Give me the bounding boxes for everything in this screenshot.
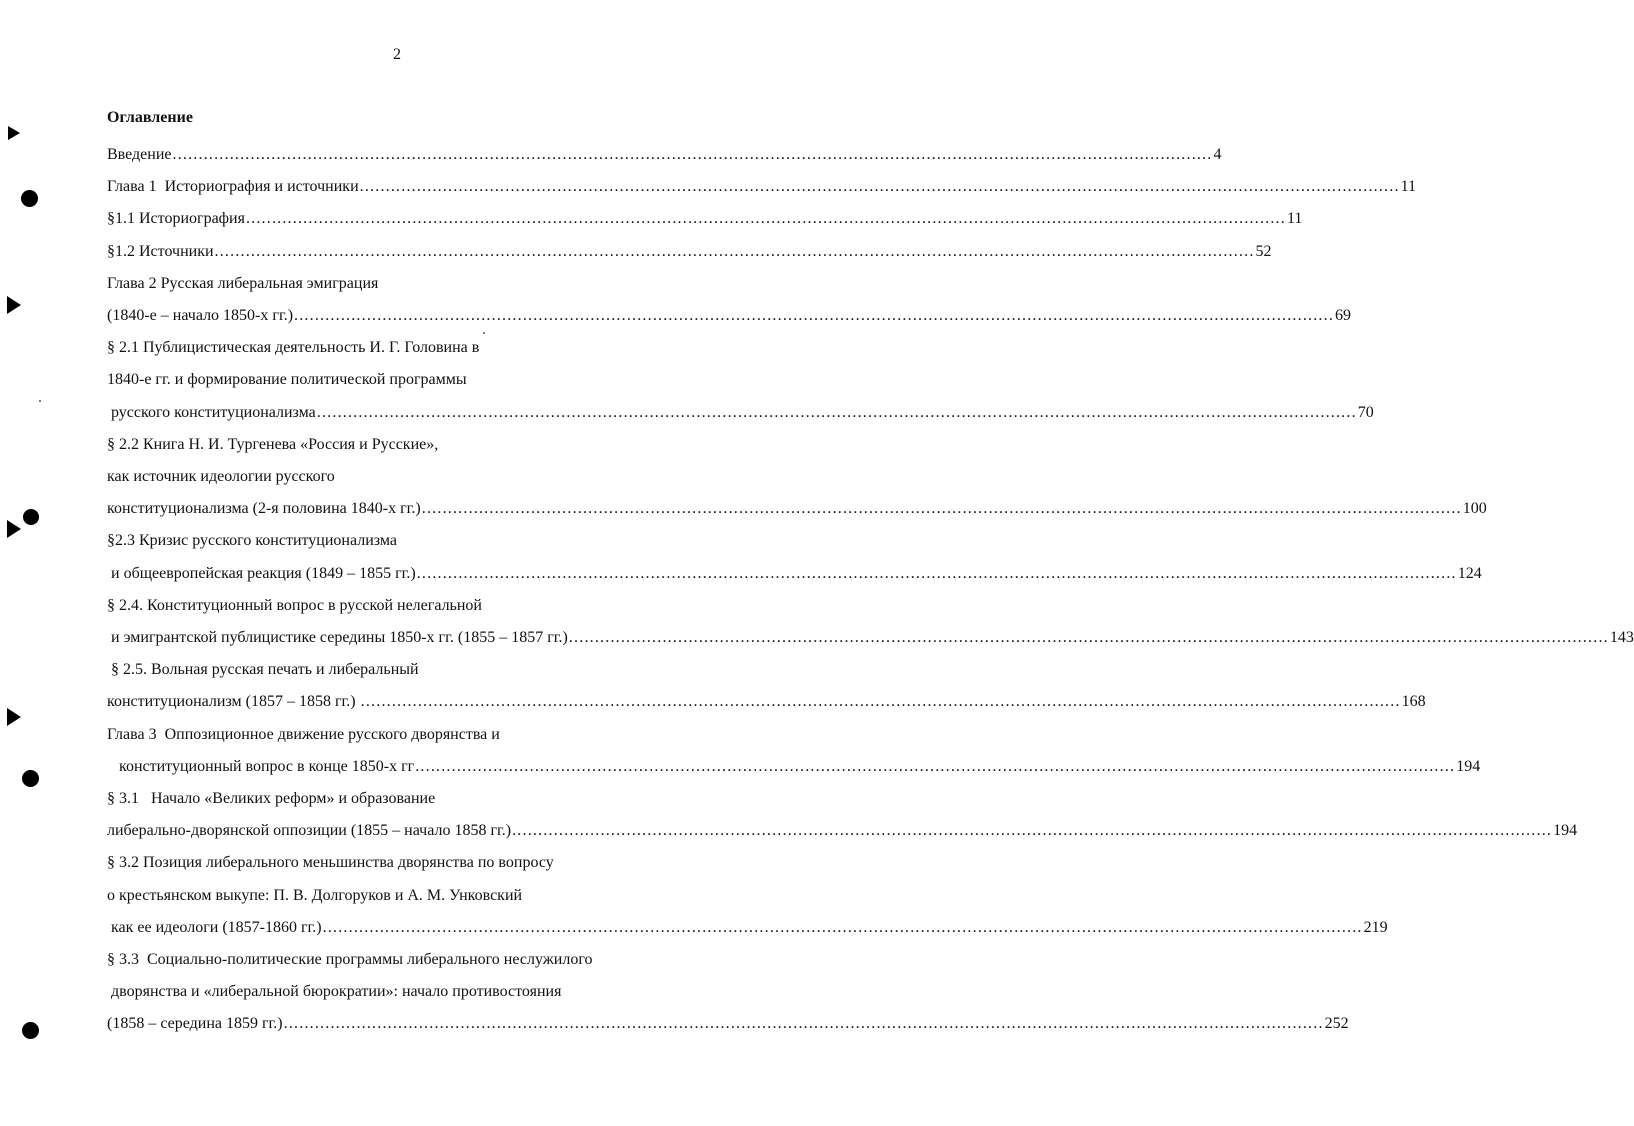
toc-page-number: 219 (1363, 918, 1388, 936)
toc-line (107, 596, 730, 616)
toc-line (107, 274, 730, 294)
toc-line (107, 306, 1352, 326)
toc-line-text: дворянства и «либеральной бюрократии»: начало противостояния (107, 983, 562, 1001)
toc-line-text: Введение (107, 146, 172, 163)
toc-line-text: § 2.2 Книга Н. И. Тургенева «Россия и Русские», (107, 435, 439, 453)
toc-dot-leader: ........................................................................................................................................................................................................ (416, 564, 1457, 582)
toc-line (107, 950, 730, 970)
toc-page-number: 194 (1456, 757, 1481, 775)
toc-dot-leader: ........................................................................................................................................................................................................ (360, 693, 1401, 711)
toc-dot-leader: ........................................................................................................................................................................................................ (245, 210, 1286, 228)
scan-mark-triangle (7, 296, 21, 314)
toc-line (107, 209, 1303, 229)
toc-dot-leader: ........................................................................................................................................................................................................ (172, 146, 1213, 163)
toc-line (107, 338, 730, 358)
toc-line (107, 982, 730, 1002)
toc-line (107, 403, 1374, 423)
toc-page-number: 69 (1335, 307, 1352, 324)
toc-line-text: §1.2 Источники (107, 242, 214, 260)
scan-mark-dot (22, 1022, 39, 1039)
toc-line (107, 499, 1487, 519)
toc-dot-leader: ........................................................................................................................................................................................................ (421, 500, 1462, 518)
toc-line (107, 757, 1481, 777)
toc-page-number: 11 (1400, 178, 1417, 196)
toc-line (107, 725, 730, 745)
toc-line-text: русского конституционализма (107, 403, 316, 421)
toc-line (107, 853, 730, 873)
scan-mark-dot (21, 190, 38, 207)
toc-line (107, 531, 730, 551)
page-number: 2 (393, 46, 401, 63)
toc-line (107, 242, 1272, 262)
toc-line (107, 1014, 1349, 1034)
toc-page-number: 143 (1609, 629, 1634, 646)
toc-line-text: и эмигрантской публицистике середины 1850-х гг. (1855 – 1857 гг.) (107, 629, 568, 646)
toc-line-text: конституционный вопрос в конце 1850-х гг (107, 757, 415, 775)
toc-line (107, 789, 730, 809)
toc-page-number: 124 (1457, 564, 1482, 582)
toc-line-text: конституционализм (1857 – 1858 гг.) (107, 693, 360, 711)
scan-speck (483, 332, 485, 334)
toc-line (107, 886, 730, 906)
scan-speck (39, 400, 41, 402)
toc-page-number: 194 (1553, 822, 1578, 840)
toc-dot-leader: ........................................................................................................................................................................................................ (283, 1015, 1324, 1033)
toc-line-text: § 3.1 Начало «Великих реформ» и образование (107, 790, 436, 807)
scan-mark-dot (22, 770, 39, 787)
toc-line (107, 145, 1222, 165)
toc-line-text: Глава 3 Оппозиционное движение русского дворянства и (107, 725, 500, 743)
toc-page-number: 70 (1357, 403, 1374, 421)
toc-line-text: § 2.4. Конституционный вопрос в русской нелегальной (107, 596, 482, 614)
toc-line (107, 370, 730, 390)
toc-page-number: 100 (1462, 500, 1487, 518)
toc-dot-leader: ........................................................................................................................................................................................................ (316, 403, 1357, 421)
toc-line-text: § 3.3 Социально-политические программы либерального неслужилого (107, 951, 593, 968)
toc-line-text: (1840-е – начало 1850-х гг.) (107, 307, 294, 324)
toc-page-number: 11 (1286, 210, 1303, 228)
toc-line-text: 1840-е гг. и формирование политической программы (107, 371, 467, 389)
toc-page-number: 252 (1324, 1015, 1349, 1033)
toc-page-number: 4 (1213, 146, 1222, 163)
toc-line-text: и общеевропейская реакция (1849 – 1855 гг.) (107, 564, 416, 582)
toc-page-number: 52 (1255, 242, 1272, 260)
scan-mark-flag (8, 126, 20, 140)
toc-line-text: конституционализма (2-я половина 1840-х гг.) (107, 500, 421, 518)
toc-line-text: §1.1 Историография (107, 210, 245, 228)
toc-title: Оглавление (107, 109, 193, 126)
toc-line-text: как источник идеологии русского (107, 468, 335, 485)
toc-line-text: либерально-дворянской оппозиции (1855 – начало 1858 гг.) (107, 822, 512, 840)
toc-page-number: 168 (1401, 693, 1426, 711)
toc-dot-leader: ........................................................................................................................................................................................................ (512, 822, 1553, 840)
toc-line (107, 918, 1388, 938)
toc-line-text: § 3.2 Позиция либерального меньшинства дворянства по вопросу (107, 854, 554, 872)
toc-dot-leader: ........................................................................................................................................................................................................ (359, 178, 1400, 196)
toc-line (107, 564, 1482, 584)
toc-line (107, 660, 730, 680)
toc-line (107, 467, 730, 487)
toc-line-text: Глава 2 Русская либеральная эмиграция (107, 274, 379, 292)
toc-dot-leader: ........................................................................................................................................................................................................ (214, 242, 1255, 260)
toc-line (107, 692, 1426, 712)
toc-line-text: Глава 1 Историография и источники (107, 178, 359, 196)
toc-line (107, 628, 1634, 648)
toc-line-text: (1858 – середина 1859 гг.) (107, 1015, 283, 1033)
toc-line (107, 435, 730, 455)
toc-line-text: § 2.1 Публицистическая деятельность И. Г. Головина в (107, 339, 480, 357)
toc-line (107, 821, 1578, 841)
toc-line-text: §2.3 Кризис русского конституционализма (107, 532, 397, 550)
scan-mark-dot (23, 509, 39, 525)
toc-line-text: § 2.5. Вольная русская печать и либеральный (107, 661, 419, 679)
toc-dot-leader: ........................................................................................................................................................................................................ (322, 918, 1363, 936)
toc-line (107, 177, 1417, 197)
scan-mark-triangle (7, 708, 21, 726)
toc-line-text: как ее идеологи (1857-1860 гг.) (107, 918, 322, 936)
toc-dot-leader: ........................................................................................................................................................................................................ (568, 629, 1609, 646)
toc-line-text: о крестьянском выкупе: П. В. Долгоруков и А. М. Унковский (107, 886, 523, 904)
scan-mark-triangle (7, 520, 21, 538)
toc-dot-leader: ........................................................................................................................................................................................................ (415, 757, 1456, 775)
toc-dot-leader: ........................................................................................................................................................................................................ (294, 307, 1335, 324)
